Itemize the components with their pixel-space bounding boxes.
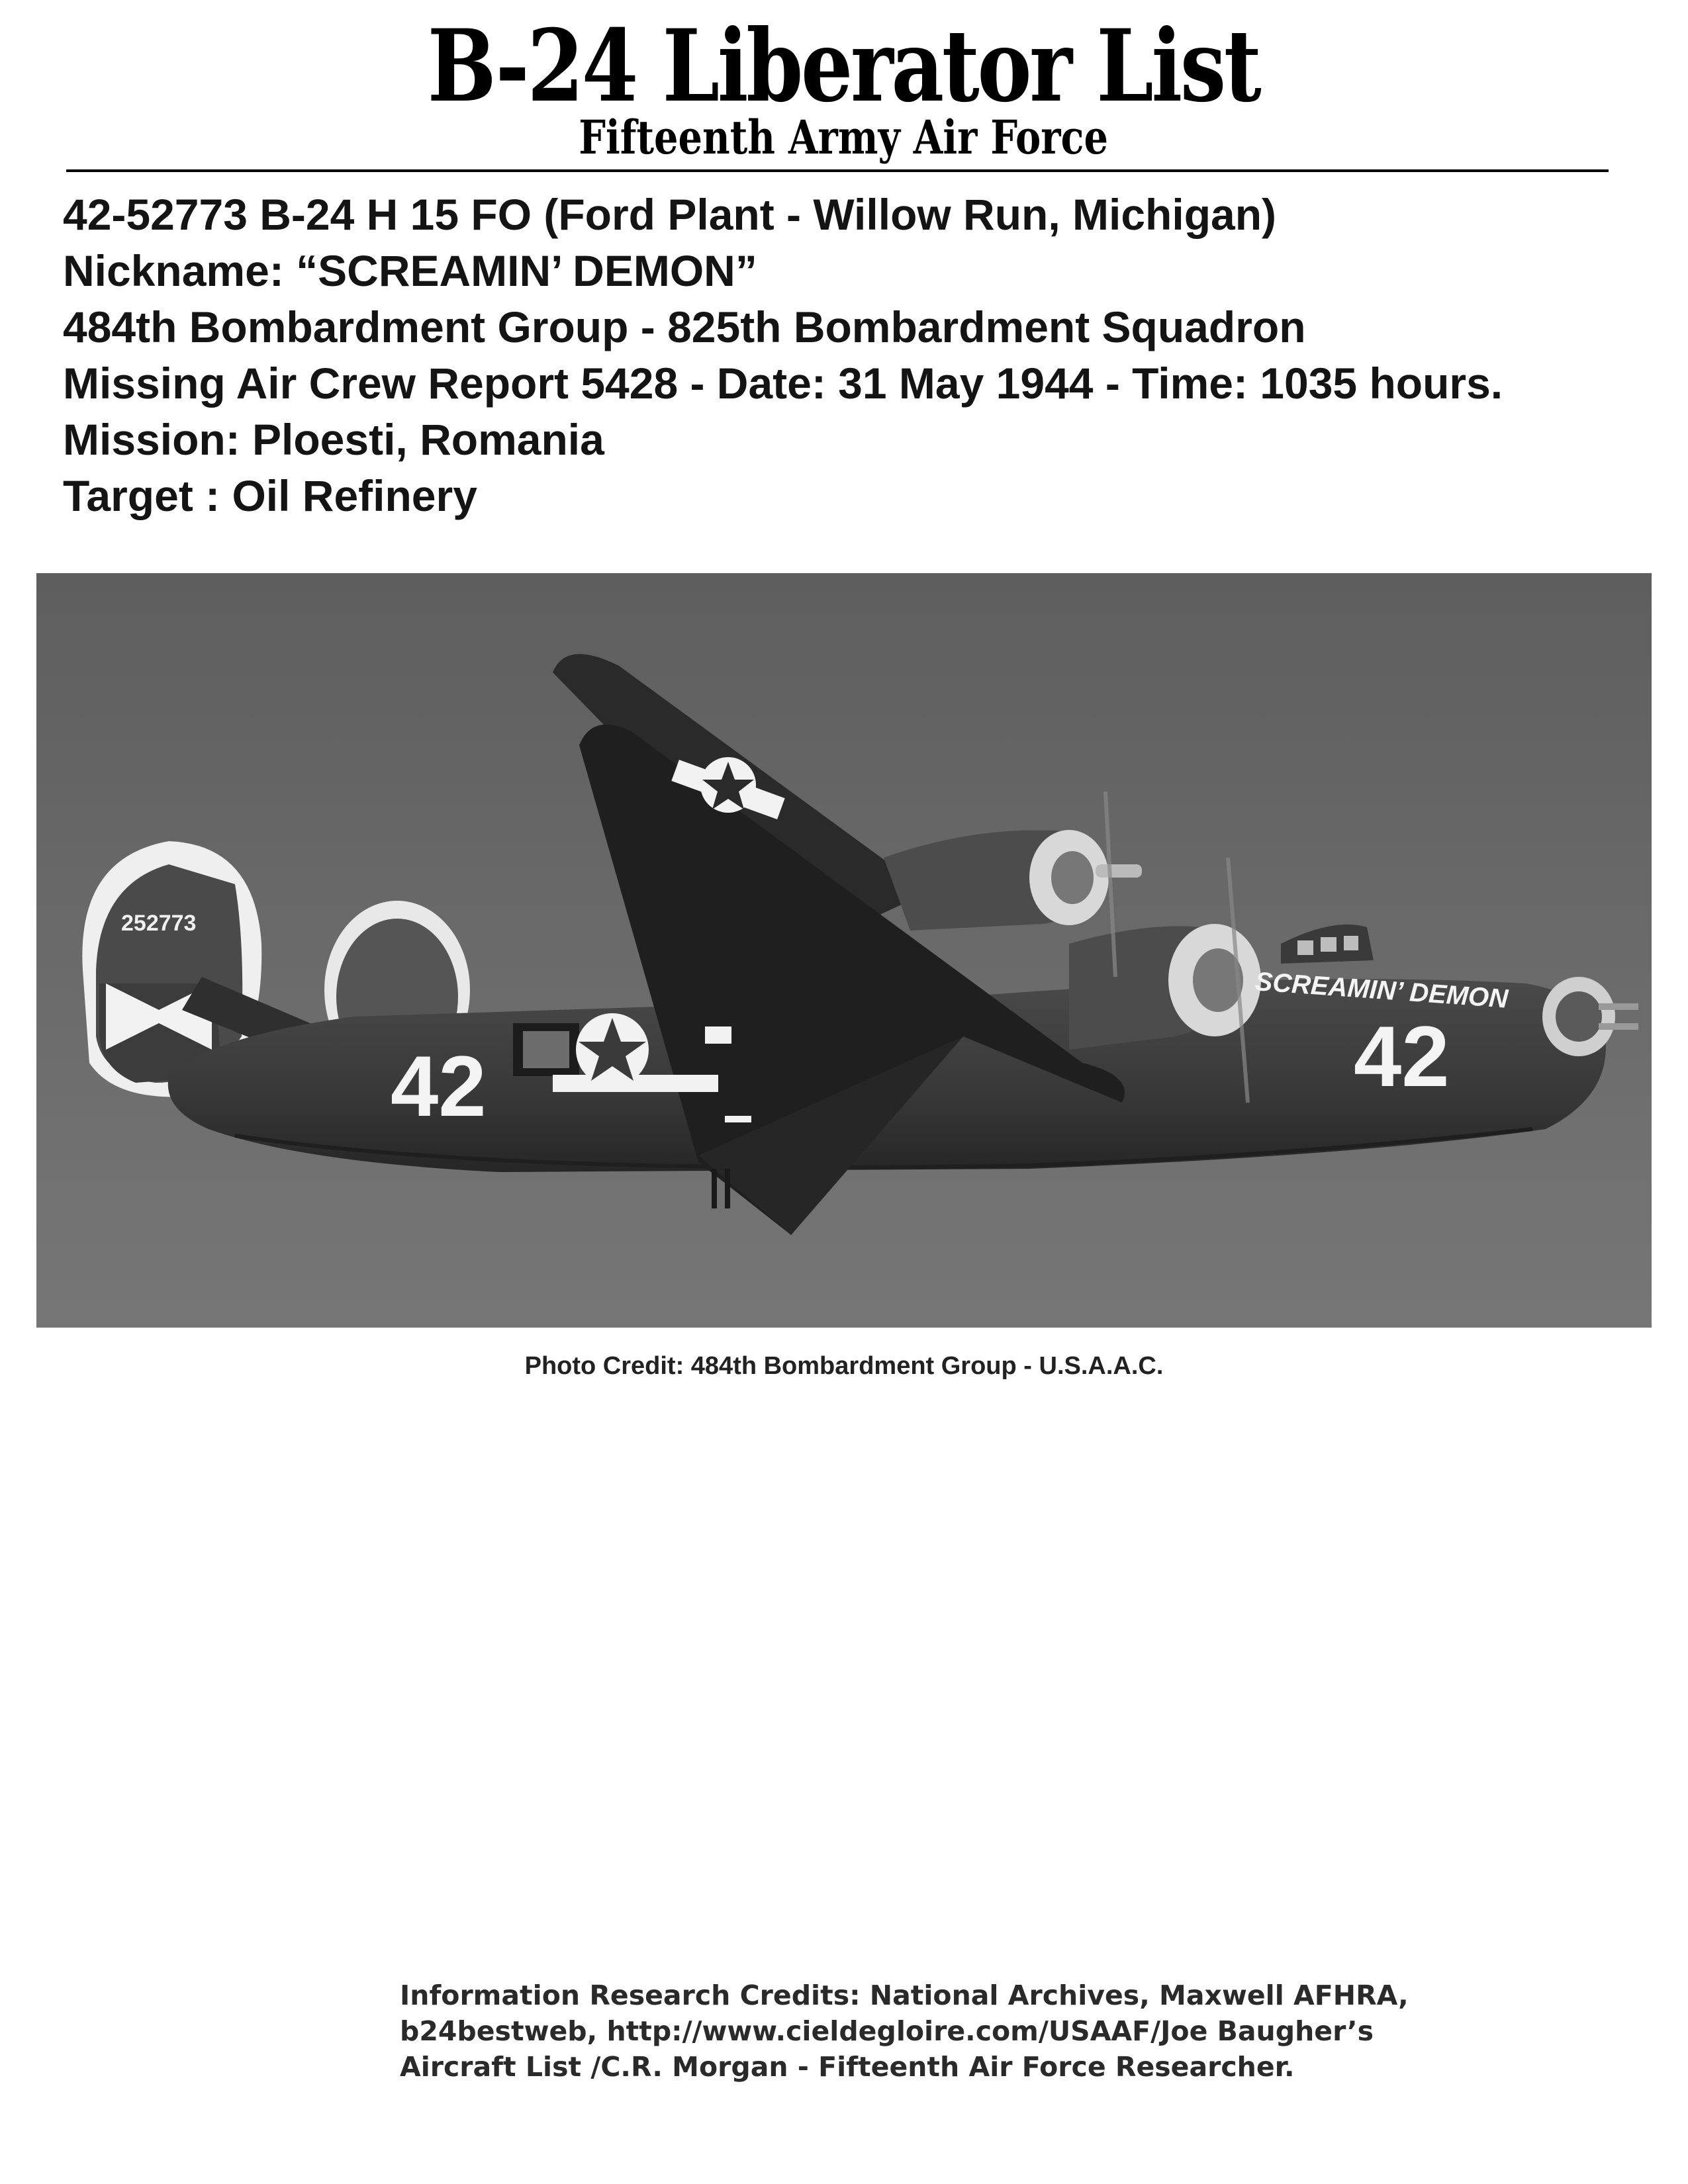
credits-line: Aircraft List /C.R. Morgan - Fifteenth Air Force Researcher. bbox=[400, 2051, 1295, 2083]
serial-model-line: 42-52773 B-24 H 15 FO (Ford Plant - Willow Run, Michigan) bbox=[63, 190, 1277, 239]
mission-line: Mission: Ploesti, Romania bbox=[63, 415, 604, 464]
engine-nacelle-inner bbox=[1069, 924, 1261, 1050]
page-subtitle: Fifteenth Army Air Force bbox=[579, 110, 1108, 165]
landing-gear-left bbox=[712, 1169, 717, 1208]
tail-serial: 252773 bbox=[121, 911, 197, 936]
aircraft-photo bbox=[36, 573, 1652, 1328]
photo-credit: Photo Credit: 484th Bombardment Group - U.S.A.A.C. bbox=[524, 1352, 1164, 1380]
credits-line: Information Research Credits: National Archives, Maxwell AFHRA, bbox=[400, 1979, 1409, 2011]
research-credits bbox=[400, 1978, 1525, 2085]
fuselage-number: 42 bbox=[391, 1038, 487, 1134]
credits-line: b24bestweb, http://www.cieldegloire.com/USAAF/Joe Baugher’s bbox=[400, 2015, 1374, 2047]
aircraft-info bbox=[63, 187, 1665, 524]
nose-art-text: SCREAMIN’ DEMON bbox=[1254, 967, 1509, 1014]
landing-gear-right bbox=[725, 1169, 730, 1208]
nickname-line: Nickname: “SCREAMIN’ DEMON” bbox=[63, 246, 757, 295]
b24-aircraft-illustration bbox=[36, 573, 1652, 1328]
target-line: Target : Oil Refinery bbox=[63, 471, 477, 520]
page-title: B-24 Liberator List bbox=[427, 8, 1260, 124]
nose-number: 42 bbox=[1354, 1008, 1450, 1105]
macr-line: Missing Air Crew Report 5428 - Date: 31 May 1944 - Time: 1035 hours. bbox=[63, 359, 1503, 408]
title-divider bbox=[66, 169, 1609, 172]
unit-line: 484th Bombardment Group - 825th Bombardment Squadron bbox=[63, 302, 1306, 351]
